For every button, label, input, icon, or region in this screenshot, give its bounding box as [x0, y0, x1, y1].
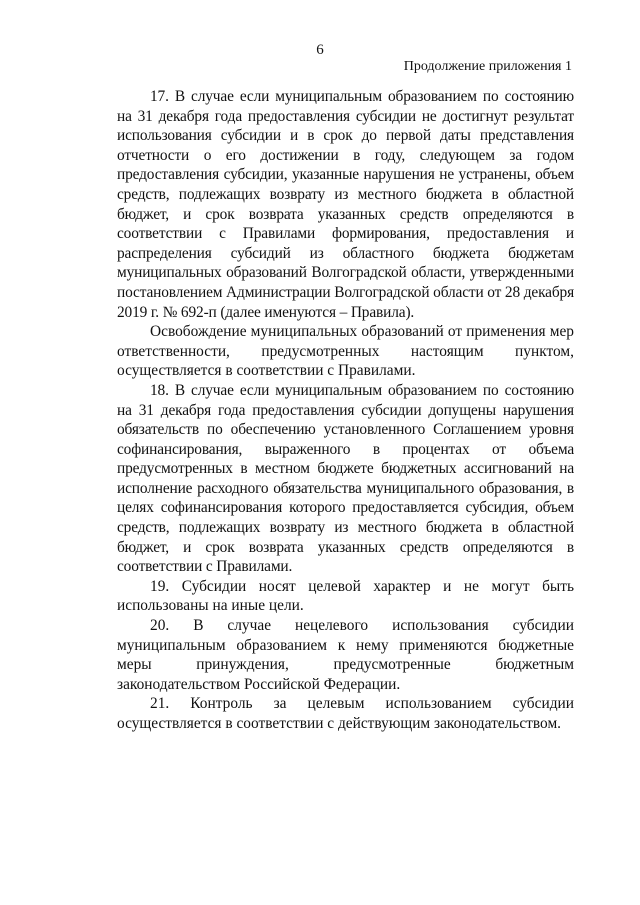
- paragraph-19: 19. Субсидии носят целевой характер и не могут быть использованы на иные цели.: [117, 577, 574, 615]
- paragraph-17-exemption: Освобождение муниципальных образований от применения мер ответственности, предусмотренных настоящим пунктом, осуществляется в соответствии с Правилами.: [117, 323, 574, 380]
- page-number: 6: [316, 42, 324, 58]
- paragraph-17: 17. В случае если муниципальным образованием по состоянию на 31 декабря года предоставления субсидии не достигнут результат использования субсидии и в срок до первой даты представления отчетности о его достижении в году, следующем за годом предоставления субсидии, указанные нарушения не устранены, объем средств, подлежащих возврату из местного бюджета в областной бюджет, и срок возврата указанных средств определяются в соответствии с Правилами формирования, предоставления и распределения субсидий из областного бюджета бюджетам муниципальных образований Волгоградской области, утвержденными постановлением Администрации Волгоградской области от 28 декабря 2019 г. № 692-п (далее именуются – Правила).: [117, 88, 574, 321]
- appendix-continuation-note: Продолжение приложения 1: [403, 59, 572, 74]
- paragraph-20: 20. В случае нецелевого использования субсидии муниципальным образованием к нему применяются бюджетные меры принуждения, предусмотренные бюджетным законодательством Российской Федерации.: [117, 617, 574, 693]
- document-body: [117, 87, 574, 734]
- paragraph-21: 21. Контроль за целевым использованием субсидии осуществляется в соответствии с действующим законодательством.: [117, 695, 574, 732]
- paragraph-18: 18. В случае если муниципальным образованием по состоянию на 31 декабря года предоставления субсидии допущены нарушения обязательств по обеспечению установленного Соглашением уровня софинансирования, выраженного в процентах от объема предусмотренных в местном бюджете бюджетных ассигнований на исполнение расходного обязательства муниципального образования, в целях софинансирования которого предоставляется субсидия, объем средств, подлежащих возврату из местного бюджета в областной бюджет, и срок возврата указанных средств определяются в соответствии с Правилами.: [117, 381, 574, 576]
